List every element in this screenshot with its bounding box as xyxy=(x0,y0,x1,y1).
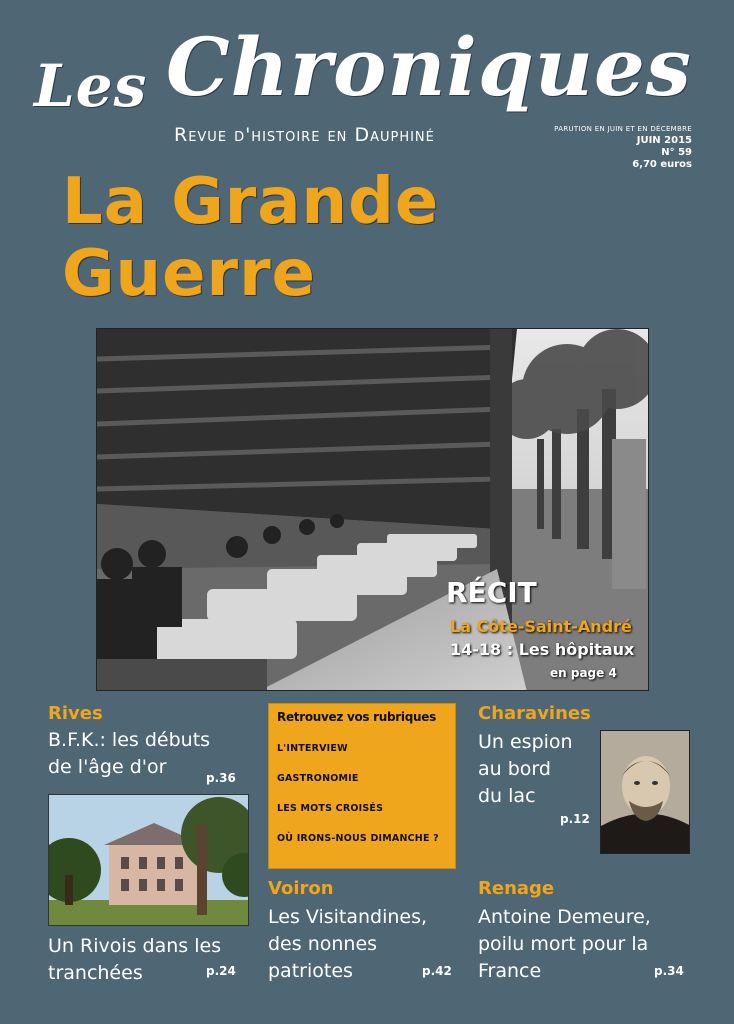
voiron-kicker: Voiron xyxy=(268,878,334,899)
rives-title-line2: de l'âge d'or xyxy=(48,756,167,778)
issue-number: N° 59 xyxy=(661,147,692,158)
issue-price: 6,70 euros xyxy=(632,159,692,170)
masthead-les: Les xyxy=(34,52,148,120)
rivois-title-line1: Un Rivois dans les xyxy=(48,935,222,957)
rubriques-box xyxy=(268,703,456,869)
charavines-page: p.12 xyxy=(560,812,590,826)
masthead-chroniques: Chroniques xyxy=(166,20,692,114)
headline-line1: La Grande xyxy=(62,165,440,239)
issue-date: JUIN 2015 xyxy=(636,135,692,146)
headline-line2: Guerre xyxy=(62,237,317,311)
issue-info xyxy=(492,123,692,171)
voiron-page: p.42 xyxy=(422,964,452,978)
charavines-title-line2: au bord xyxy=(478,758,551,780)
charavines-title-line3: du lac xyxy=(478,785,536,807)
rives-title-line1: B.F.K.: les débuts xyxy=(48,729,211,751)
hospital-gallery-image xyxy=(97,329,649,691)
rubrique-item: L'INTERVIEW xyxy=(277,743,348,754)
renage-title-line2: poilu mort pour la xyxy=(478,933,649,955)
renage-page: p.34 xyxy=(654,964,684,978)
renage-kicker: Renage xyxy=(478,878,555,899)
rivois-page: p.24 xyxy=(206,964,236,978)
rubrique-item: GASTRONOMIE xyxy=(277,773,359,784)
headline xyxy=(62,166,439,310)
cover-photo xyxy=(96,328,649,691)
cover-story-place: La Côte-Saint-André xyxy=(450,617,632,636)
chateau-image xyxy=(48,794,249,926)
cover-story-title: 14-18 : Les hôpitaux xyxy=(450,640,635,659)
voiron-title-line1: Les Visitandines, xyxy=(268,906,428,928)
masthead-subtitle: Revue d'histoire en Dauphiné xyxy=(174,124,435,146)
spy-portrait-photo xyxy=(601,731,690,854)
chateau-photo xyxy=(49,795,249,926)
issue-parution: PARUTION EN JUIN ET EN DÉCEMBRE xyxy=(554,125,692,133)
renage-title-line1: Antoine Demeure, xyxy=(478,906,651,928)
rubriques-heading: Retrouvez vos rubriques xyxy=(277,710,436,724)
voiron-title-line2: des nonnes xyxy=(268,933,378,955)
rubrique-item: LES MOTS CROISÉS xyxy=(277,803,384,814)
cover-story-label: RÉCIT xyxy=(446,576,537,609)
rives-kicker: Rives xyxy=(48,703,103,724)
renage-title-line3: France xyxy=(478,960,542,982)
rivois-title-line2: tranchées xyxy=(48,962,143,984)
charavines-title-line1: Un espion xyxy=(478,731,573,753)
portrait-image xyxy=(600,730,690,854)
rubrique-item: OÙ IRONS-NOUS DIMANCHE ? xyxy=(277,833,439,844)
cover-story-page: en page 4 xyxy=(550,666,617,680)
charavines-kicker: Charavines xyxy=(478,703,591,724)
rives-page: p.36 xyxy=(206,771,236,785)
voiron-title-line3: patriotes xyxy=(268,960,353,982)
